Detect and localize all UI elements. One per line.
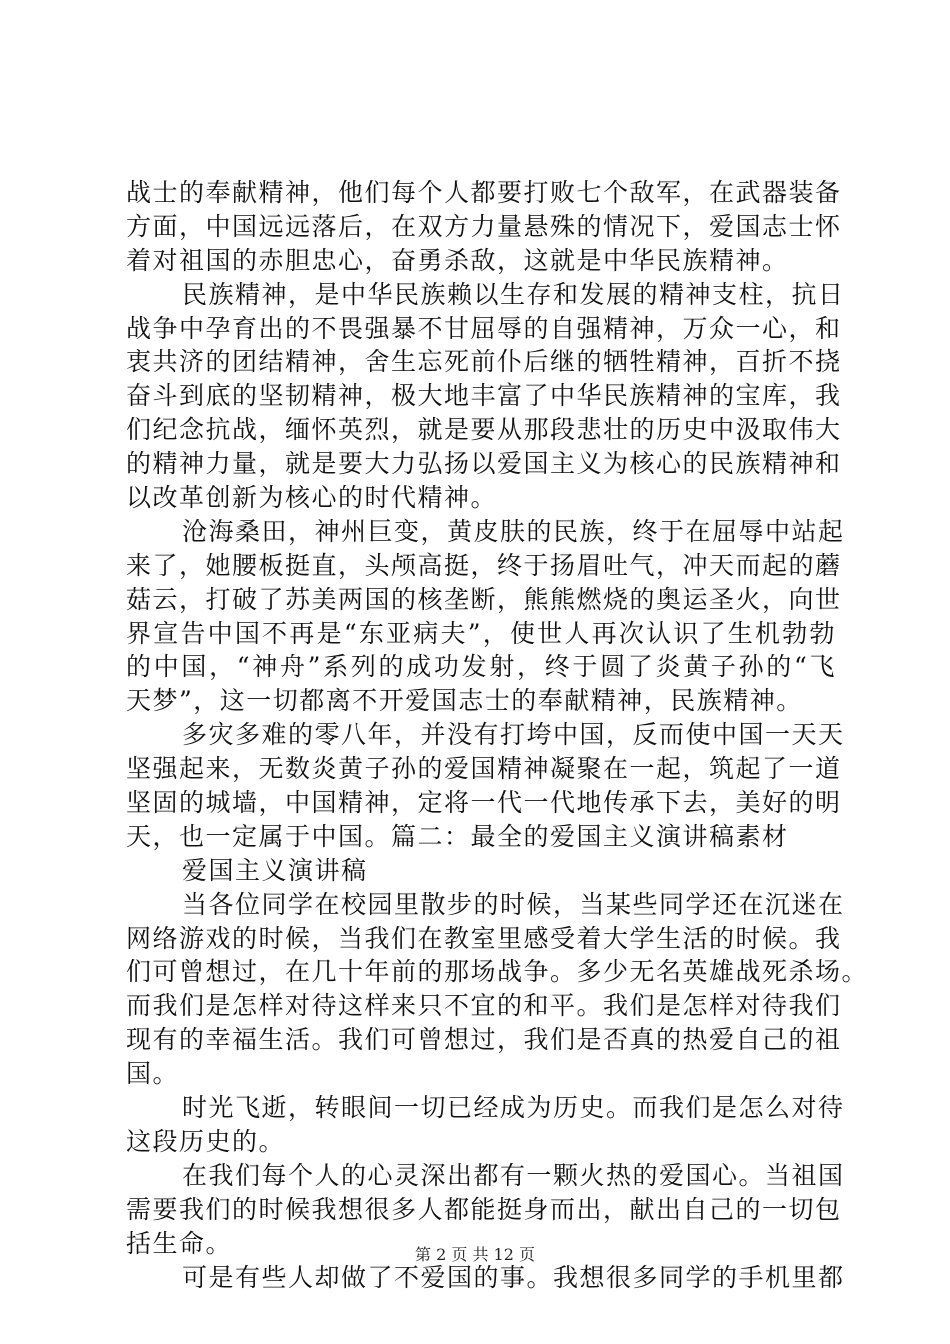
- text-line: 国。: [126, 1059, 180, 1089]
- text-line: 现有的幸福生活。我们可曾想过，我们是否真的热爱自己的祖: [126, 1025, 842, 1055]
- text-line: 在我们每个人的心灵深出都有一颗火热的爱国心。当祖国: [182, 1160, 845, 1190]
- text-line: 来了，她腰板挺直，头颅高挺，终于扬眉吐气，冲天而起的蘑: [126, 550, 842, 580]
- text-line: 时光飞逝，转眼间一切已经成为历史。而我们是怎么对待: [182, 1093, 845, 1123]
- text-line: 菇云，打破了苏美两国的核垄断，熊熊燃烧的奥运圣火，向世: [126, 584, 842, 614]
- text-line: 爱国主义演讲稿: [182, 855, 368, 885]
- text-line: 坚固的城墙，中国精神，定将一代一代地传承下去，美好的明: [126, 788, 842, 818]
- page-footer: 第 2 页 共 12 页: [415, 1245, 535, 1264]
- text-line: 的精神力量，就是要大力弘扬以爱国主义为核心的民族精神和: [126, 449, 842, 479]
- text-line: 需要我们的时候我想很多人都能挺身而出，献出自己的一切包: [126, 1194, 842, 1224]
- text-line: 奋斗到底的坚韧精神，极大地丰富了中华民族精神的宝库，我: [126, 381, 842, 411]
- text-line: 衷共济的团结精神，舍生忘死前仆后继的牺牲精神，百折不挠: [126, 347, 842, 377]
- text-line: 当各位同学在校园里散步的时候，当某些同学还在沉迷在: [182, 889, 845, 919]
- text-line: 天，也一定属于中国。篇二：最全的爱国主义演讲稿素材: [126, 821, 789, 851]
- text-line: 括生命。: [126, 1228, 233, 1258]
- text-line: 战士的奉献精神，他们每个人都要打败七个敌军，在武器装备: [126, 178, 842, 207]
- text-line: 的中国，“神舟”系列的成功发射，终于圆了炎黄子孙的“飞: [126, 652, 836, 682]
- text-line: 战争中孕育出的不畏强暴不甘屈辱的自强精神，万众一心，和: [126, 313, 842, 343]
- text-line: 以改革创新为核心的时代精神。: [126, 483, 498, 513]
- text-line: 着对祖国的赤胆忠心，奋勇杀敌，这就是中华民族精神。: [126, 245, 789, 275]
- text-line: 多灾多难的零八年，并没有打垮中国，反而使中国一天天: [182, 720, 845, 750]
- text-line: 网络游戏的时候，当我们在教室里感受着大学生活的时候。我: [126, 923, 842, 953]
- text-line: 界宣告中国不再是“东亚病夫”，使世人再次认识了生机勃勃: [126, 618, 836, 648]
- text-line: 天梦”，这一切都离不开爱国志士的奉献精神，民族精神。: [126, 686, 803, 716]
- text-line: 这段历史的。: [126, 1126, 286, 1156]
- document-body: [126, 176, 869, 1294]
- text-line: 而我们是怎样对待这样来只不宜的和平。我们是怎样对待我们: [126, 991, 842, 1021]
- text-line: 坚强起来，无数炎黄子孙的爱国精神凝聚在一起，筑起了一道: [126, 754, 842, 784]
- text-line: 沧海桑田，神州巨变，黄皮肤的民族，终于在屈辱中站起: [182, 516, 845, 546]
- text-line: 民族精神，是中华民族赖以生存和发展的精神支柱，抗日: [182, 279, 845, 309]
- text-line: 可是有些人却做了不爱国的事。我想很多同学的手机里都: [182, 1262, 845, 1292]
- text-line: 们纪念抗战，缅怀英烈，就是要从那段悲壮的历史中汲取伟大: [126, 415, 842, 445]
- text-line: 方面，中国远远落后，在双方力量悬殊的情况下，爱国志士怀: [126, 211, 842, 241]
- text-line: 们可曾想过，在几十年前的那场战争。多少无名英雄战死杀场。: [126, 957, 869, 987]
